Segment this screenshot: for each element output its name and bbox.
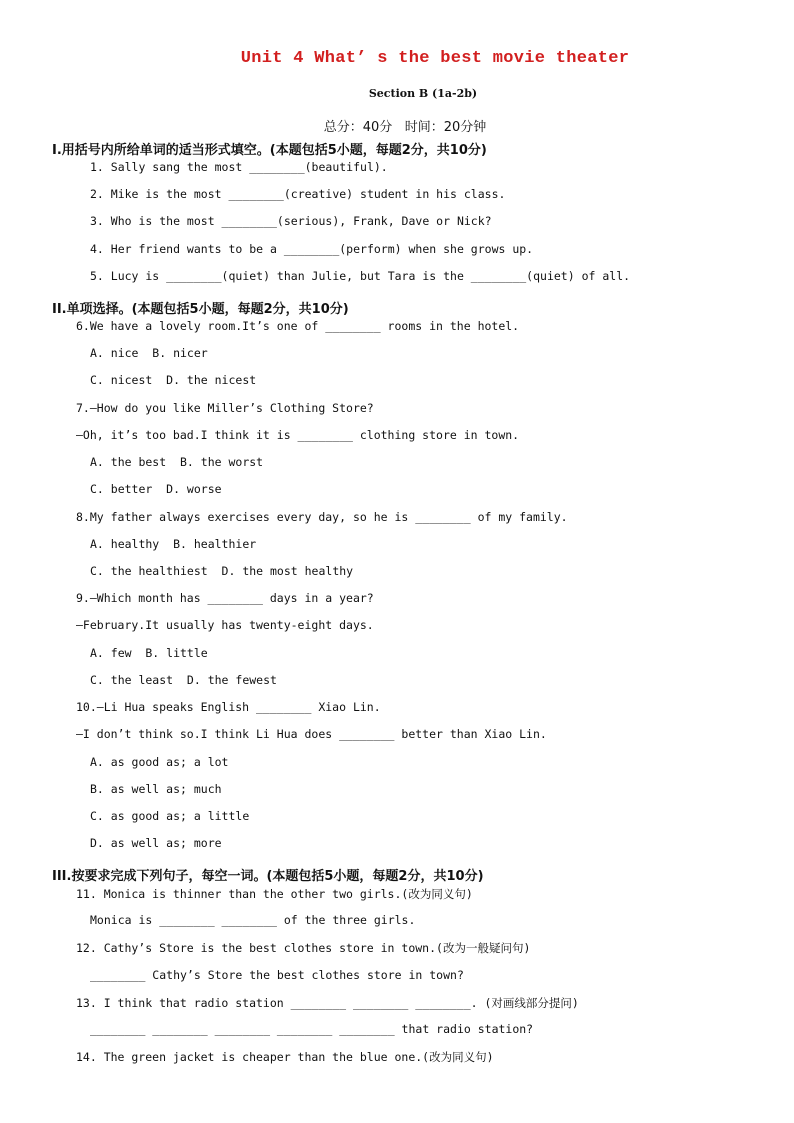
question-12-answer-line: ________ Cathy’s Store the best clothes store in town?	[90, 968, 464, 982]
question-7: 7.—How do you like Miller’s Clothing Store?	[76, 401, 374, 415]
question-1: 1. Sally sang the most ________(beautiful).	[90, 160, 388, 174]
section-3-heading: III.按要求完成下列句子，每空一词。(本题包括5小题，每题2分，共10分)	[52, 869, 484, 884]
question-10: 10.—Li Hua speaks English ________ Xiao Lin.	[76, 700, 381, 714]
question-13: 13. I think that radio station ________ ________ ________. (对画线部分提问)	[76, 996, 579, 1010]
question-10-option-c: C. as good as; a little	[90, 809, 250, 823]
question-10-option-d: D. as well as; more	[90, 836, 222, 850]
question-12: 12. Cathy’s Store is the best clothes store in town.(改为一般疑问句)	[76, 941, 531, 955]
question-10-option-b: B. as well as; much	[90, 782, 222, 796]
question-9-options-cd: C. the least D. the fewest	[90, 673, 277, 687]
question-4: 4. Her friend wants to be a ________(perform) when she grows up.	[90, 242, 534, 256]
question-6-options-cd: C. nicest D. the nicest	[90, 373, 257, 387]
question-9-options-ab: A. few B. little	[90, 646, 208, 660]
question-11: 11. Monica is thinner than the other two girls.(改为同义句)	[76, 887, 473, 901]
question-7-options-ab: A. the best B. the worst	[90, 455, 264, 469]
question-6-options-ab: A. nice B. nicer	[90, 346, 208, 360]
question-8: 8.My father always exercises every day, so he is ________ of my family.	[76, 510, 568, 524]
question-3: 3. Who is the most ________(serious), Frank, Dave or Nick?	[90, 214, 492, 228]
question-2: 2. Mike is the most ________(creative) student in his class.	[90, 187, 506, 201]
question-5: 5. Lucy is ________(quiet) than Julie, but Tara is the ________(quiet) of all.	[90, 269, 631, 283]
question-8-options-cd: C. the healthiest D. the most healthy	[90, 564, 354, 578]
section-1-heading: I.用括号内所给单词的适当形式填空。(本题包括5小题，每题2分，共10分)	[52, 143, 487, 158]
question-6: 6.We have a lovely room.It’s one of ________ rooms in the hotel.	[76, 319, 520, 333]
question-9: 9.—Which month has ________ days in a year?	[76, 591, 374, 605]
question-11-answer-line: Monica is ________ ________ of the three girls.	[90, 913, 416, 927]
question-10-option-a: A. as good as; a lot	[90, 755, 229, 769]
question-7-reply: —Oh, it’s too bad.I think it is ________ clothing store in town.	[76, 428, 520, 442]
question-14: 14. The green jacket is cheaper than the blue one.(改为同义句)	[76, 1050, 494, 1064]
question-7-options-cd: C. better D. worse	[90, 482, 222, 496]
question-13-answer-line: ________ ________ ________ ________ ________ that radio station?	[90, 1022, 534, 1036]
section-2-heading: II.单项选择。(本题包括5小题，每题2分，共10分)	[52, 302, 349, 317]
section-subtitle: Section B (1a-2b)	[368, 87, 478, 100]
question-8-options-ab: A. healthy B. healthier	[90, 537, 257, 551]
page-title: Unit 4 What’ s the best movie theater	[240, 49, 630, 68]
score-time-info: 总分：40分 时间：20分钟	[323, 120, 487, 135]
question-9-reply: —February.It usually has twenty-eight days.	[76, 618, 374, 632]
question-10-reply: —I don’t think so.I think Li Hua does ________ better than Xiao Lin.	[76, 727, 547, 741]
